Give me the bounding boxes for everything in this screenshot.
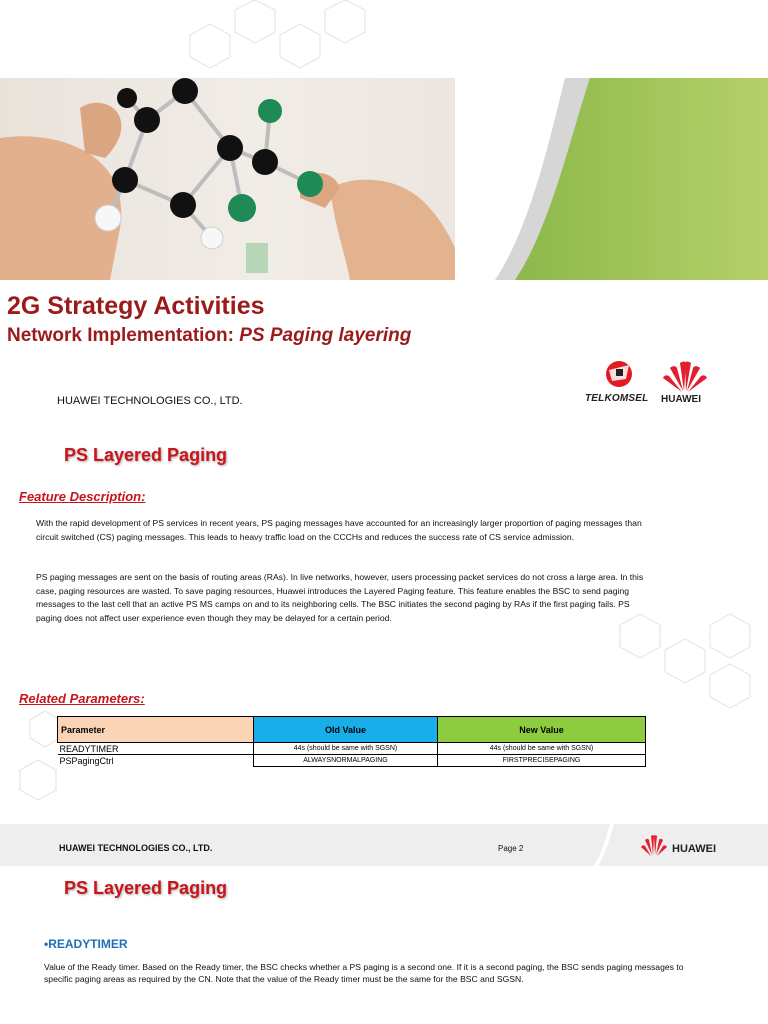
table-row <box>58 743 646 755</box>
feature-paragraph-1: With the rapid development of PS services in recent years, PS paging messages have accounted for an increasingly larger proportion of paging messages than circuit switched (CS) paging messages. This leads to heavy traffic load on the CCCHs and reduces the success rate of CS service admission. <box>36 518 642 542</box>
huawei-wordmark: HUAWEI <box>661 394 701 405</box>
header-banner <box>0 78 768 280</box>
green-swoosh-panel <box>455 78 768 280</box>
footer-huawei-wordmark: HUAWEI <box>672 843 716 855</box>
parameters-table <box>57 716 646 767</box>
company-name: HUAWEI TECHNOLOGIES CO., LTD. <box>57 395 243 407</box>
section-title: PS Layered Paging <box>64 445 228 465</box>
feature-description-heading: Feature Description: <box>19 489 146 504</box>
header-parameter: Parameter <box>58 717 254 743</box>
table-row <box>58 755 646 767</box>
page-number: Page 2 <box>498 844 524 853</box>
section-title-2: PS Layered Paging <box>64 878 228 898</box>
readytimer-bullet: •READYTIMER <box>44 937 128 951</box>
readytimer-description: Value of the Ready timer. Based on the Ready timer, the BSC checks whether a PS paging is a second one. If it is a second paging, the BSC sends paging messages to specific paging areas as required by the CN. Note that the value of the Ready timer must be the same for the BSC and SGSN. <box>44 962 684 984</box>
footer-divider-graphic <box>590 824 630 866</box>
new-value: FIRSTPRECISEPAGING <box>438 755 646 767</box>
related-parameters-heading: Related Parameters: <box>19 691 145 706</box>
param-name: READYTIMER <box>58 743 254 755</box>
feature-paragraph-2: PS paging messages are sent on the basis of routing areas (RAs). In live networks, however, users processing packet services do not cross a large area. In this case, paging resources are wasted. To save paging resources, Huawei introduces the Layered Paging feature. This feature enables the BSC to send paging messages to the last cell that an active PS MS camps on and to its neighboring cells. The BSC initiates the second paging by RAs if the first paging fails. PS paging does not affect user experience even though they may be delayed for a certain period. <box>36 572 644 623</box>
footer-huawei-logo-icon <box>640 834 668 856</box>
param-name: PSPagingCtrl <box>58 755 254 767</box>
huawei-logo-icon <box>660 359 710 393</box>
footer-company-name: HUAWEI TECHNOLOGIES CO., LTD. <box>59 843 213 853</box>
header-new-value: New Value <box>438 717 646 743</box>
partner-logos <box>582 357 715 410</box>
new-value: 44s (should be same with SGSN) <box>438 743 646 755</box>
old-value: 44s (should be same with SGSN) <box>254 743 438 755</box>
molecule-photo <box>0 78 465 280</box>
old-value: ALWAYSNORMALPAGING <box>254 755 438 767</box>
page-subtitle: Network Implementation: PS Paging layering <box>7 325 412 346</box>
header-old-value: Old Value <box>254 717 438 743</box>
telkomsel-wordmark: TELKOMSEL <box>585 393 649 404</box>
table-header-row <box>58 717 646 743</box>
page-title: 2G Strategy Activities <box>7 292 265 320</box>
